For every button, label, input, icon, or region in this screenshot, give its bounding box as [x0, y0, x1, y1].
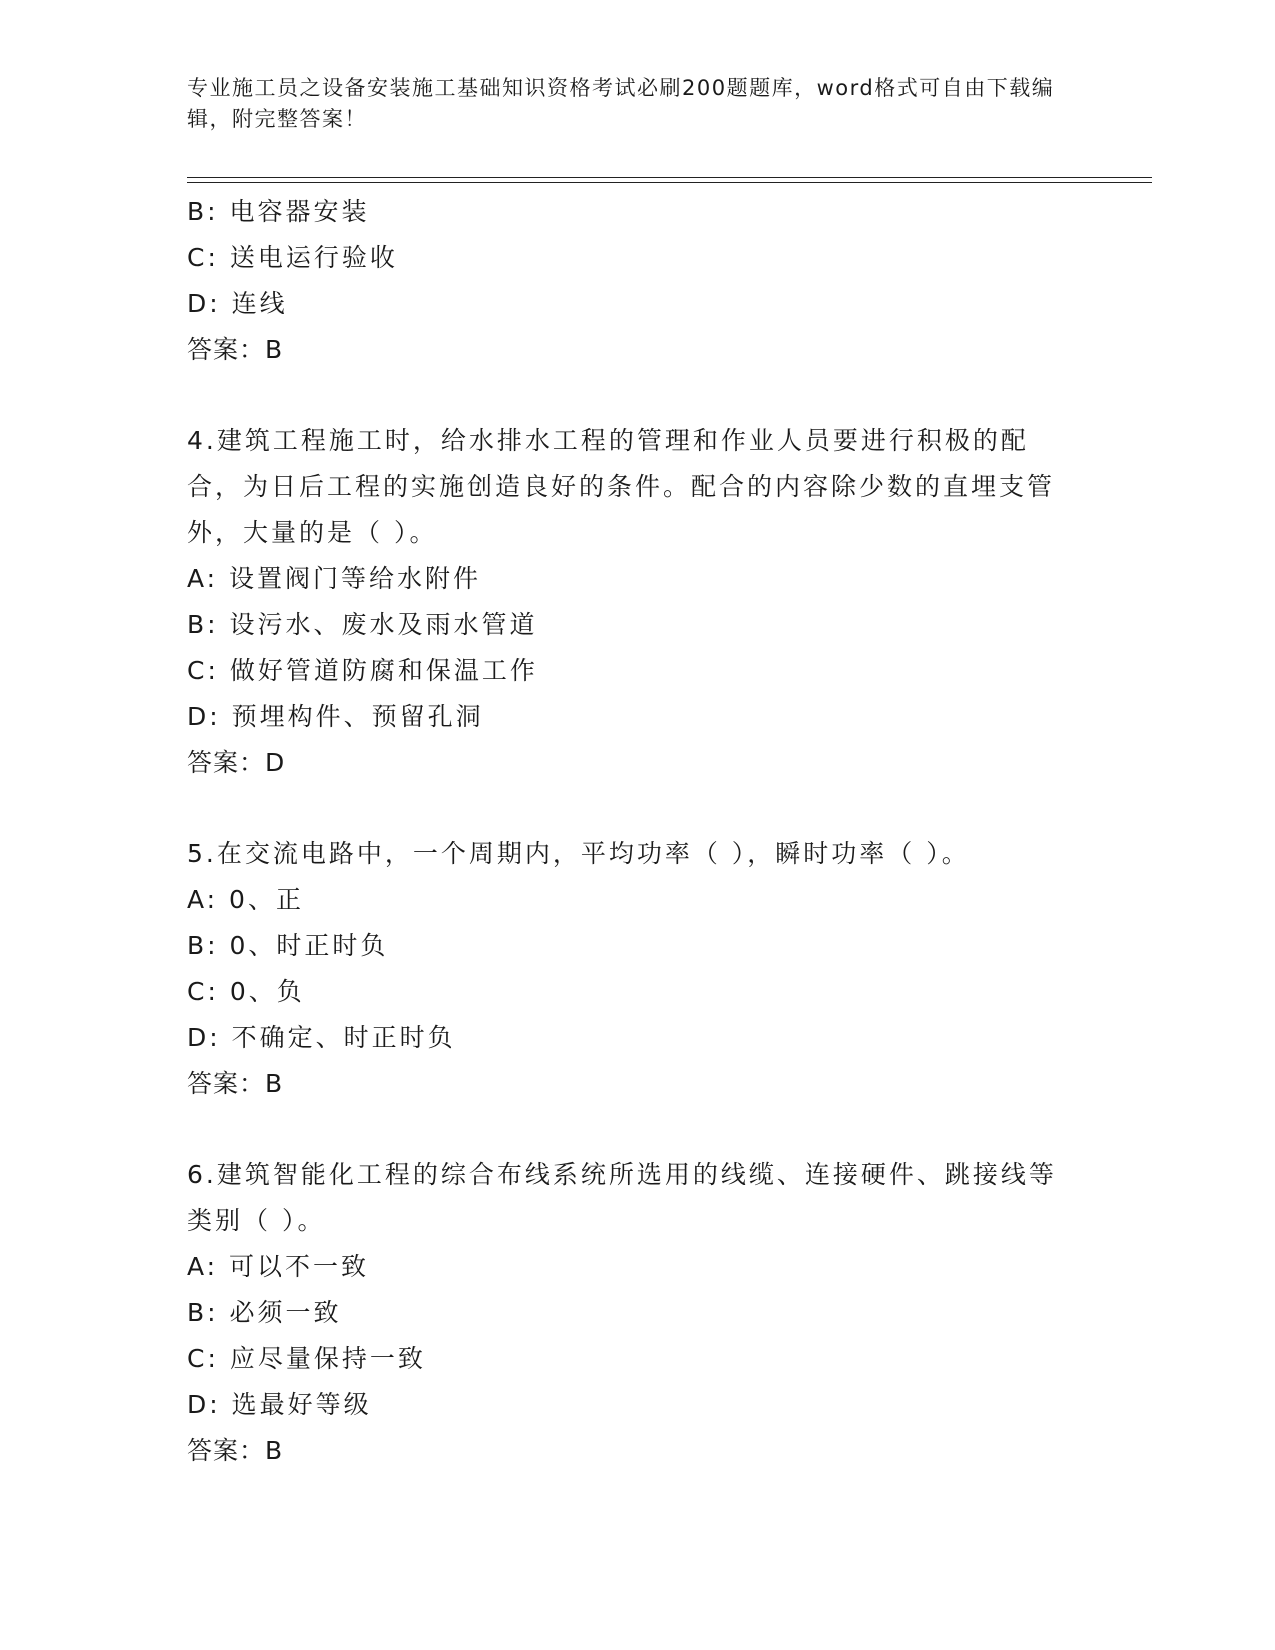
option-b: B: 电容器安装: [187, 197, 370, 226]
option-b: B: 0、时正时负: [187, 931, 389, 960]
question-4: [187, 418, 1067, 786]
answer-line: 答案：D: [187, 748, 286, 777]
option-d: D: 选最好等级: [187, 1390, 372, 1419]
option-c: C: 应尽量保持一致: [187, 1344, 426, 1373]
option-d: D: 预埋构件、预留孔洞: [187, 702, 484, 731]
question-6: [187, 1152, 1067, 1474]
document-header: 专业施工员之设备安装施工基础知识资格考试必刷200题题库，word格式可自由下载编辑，附完整答案！: [187, 76, 1055, 131]
option-d: D: 连线: [187, 289, 288, 318]
answer-line: 答案：B: [187, 335, 284, 364]
answer-line: 答案：B: [187, 1069, 284, 1098]
question-stem: 4.建筑工程施工时，给水排水工程的管理和作业人员要进行积极的配合，为日后工程的实施创造良好的条件。配合的内容除少数的直埋支管外，大量的是（ ）。: [187, 426, 1056, 547]
partial-question-3: [187, 189, 1067, 373]
answer-line: 答案：B: [187, 1436, 284, 1465]
question-stem: 5.在交流电路中，一个周期内，平均功率（ ），瞬时功率（ ）。: [187, 839, 970, 868]
question-5: [187, 831, 1067, 1107]
option-c: C: 0、负: [187, 977, 305, 1006]
option-b: B: 设污水、废水及雨水管道: [187, 610, 538, 639]
option-a: A: 设置阀门等给水附件: [187, 564, 482, 593]
option-b: B: 必须一致: [187, 1298, 342, 1327]
document-body: [187, 189, 1067, 1474]
option-a: A: 0、正: [187, 885, 304, 914]
question-stem: 6.建筑智能化工程的综合布线系统所选用的线缆、连接硬件、跳接线等类别（ ）。: [187, 1160, 1057, 1235]
option-d: D: 不确定、时正时负: [187, 1023, 456, 1052]
option-c: C: 做好管道防腐和保温工作: [187, 656, 538, 685]
option-a: A: 可以不一致: [187, 1252, 370, 1281]
header-rule-top: [187, 177, 1152, 178]
option-c: C: 送电运行验收: [187, 243, 398, 272]
header-rule-bottom: [187, 182, 1152, 183]
